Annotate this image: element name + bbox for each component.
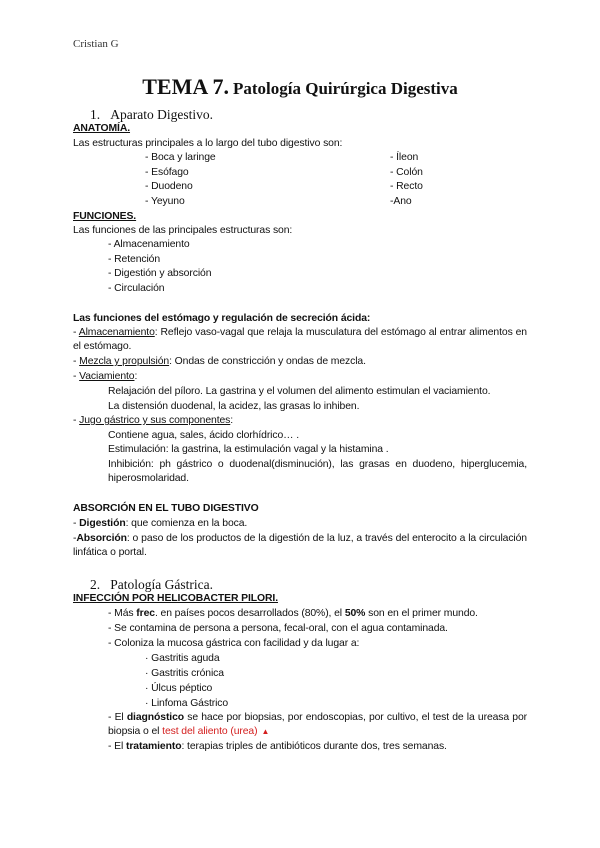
tratamiento-line: - El tratamiento: terapias triples de antibióticos durante dos, tres semanas. [108, 741, 447, 752]
diagnostico-term: diagnóstico [126, 712, 185, 723]
vaciamiento-text: La distensión duodenal, la acidez, las grasas lo inhiben. [108, 401, 360, 412]
vaciamiento-term: Vaciamiento [79, 371, 135, 382]
section-2-heading: 2. Patología Gástrica. [90, 577, 213, 592]
section-1-heading: 1. Aparato Digestivo. [90, 107, 213, 122]
anatomia-label: ANATOMÍA. [73, 123, 131, 134]
page-title [0, 72, 600, 105]
anatomia-right-item: - Colón [390, 167, 423, 178]
jugo-text: Contiene agua, sales, ácido clorhídrico… . [108, 430, 300, 441]
digestion-term: Digestión [79, 518, 126, 529]
author-name: Cristian G [73, 38, 119, 50]
jugo-inhibicion: Inhibición: ph gástrico o duodenal(disminución), las grasas en duodeno, hiperglucemia, hiperosmolaridad. [108, 459, 527, 484]
funciones-intro: Las funciones de las principales estructuras son: [73, 225, 293, 236]
vaciamiento-line: - Vaciamiento: [73, 371, 138, 382]
mezcla-term: Mezcla y propulsión [79, 356, 170, 367]
almacenamiento-paragraph: - Almacenamiento: Reflejo vaso-vagal que relaja la musculatura del estómago al entrar alimentos en el estómago. [73, 327, 527, 352]
almacenamiento-text: : Reflejo vaso-vagal que relaja la musculatura del estómago al entrar alimentos en el estómago. [73, 327, 527, 352]
diagnostico-paragraph: - El diagnóstico se hace por biopsias, por endoscopias, por cultivo, el test de la ureasa por biopsia o el test del aliento (urea) ▲ [108, 712, 527, 737]
anatomia-left-item: - Yeyuno [145, 196, 185, 207]
mezcla-text: : Ondas de constricción y ondas de mezcla. [169, 356, 366, 367]
vaciamiento-text: Relajación del píloro. La gastrina y el volumen del alimento estimulan el vaciamiento. [108, 386, 491, 397]
pathology-item: · Linfoma Gástrico [145, 698, 229, 709]
pathology-item: · Úlcus péptico [145, 683, 213, 694]
anatomia-right-item: -Ano [390, 196, 412, 207]
contagio-line: - Se contamina de persona a persona, fecal-oral, con el agua contaminada. [108, 623, 448, 634]
coloniza-line: - Coloniza la mucosa gástrica con facilidad y da lugar a: [108, 638, 360, 649]
anatomia-left-item: - Duodeno [145, 181, 193, 192]
pathology-item: · Gastritis aguda [145, 653, 220, 664]
anatomia-intro: Las estructuras principales a lo largo del tubo digestivo son: [73, 138, 343, 149]
jugo-text: Estimulación: la gastrina, la estimulación vagal y la histamina . [108, 444, 389, 455]
estomago-heading: Las funciones del estómago y regulación de secreción ácida: [73, 313, 371, 324]
digestion-text: : que comienza en la boca. [125, 518, 248, 529]
funciones-item: - Digestión y absorción [108, 268, 212, 279]
infection-heading: INFECCIÓN POR HELICOBACTER PILORI. [73, 593, 278, 604]
funciones-item: - Circulación [108, 283, 165, 294]
absorcion-term: Absorción [76, 533, 127, 544]
funciones-item: - Retención [108, 254, 161, 265]
test-aliento: test del aliento (urea) [162, 726, 258, 737]
title-main: TEMA 7. [142, 74, 230, 99]
anatomia-right-item: - Recto [390, 181, 423, 192]
anatomia-left-item: - Esófago [145, 167, 189, 178]
jugo-term: Jugo gástrico y sus componentes [79, 415, 231, 426]
absorcion-paragraph: -Absorción: o paso de los productos de la digestión de la luz, a través del enterocito a la circulación linfática o portal. [73, 533, 527, 558]
tratamiento-term: tratamiento [125, 741, 182, 752]
funciones-label: FUNCIONES. [73, 211, 137, 222]
warning-icon: ▲ [261, 727, 270, 736]
frecuencia-line: - Más frec. en países pocos desarrollados (80%), el 50% son en el primer mundo. [108, 608, 478, 619]
title-sub: Patología Quirúrgica Digestiva [233, 79, 458, 98]
jugo-line: - Jugo gástrico y sus componentes: [73, 415, 234, 426]
digestion-line: - Digestión: que comienza en la boca. [73, 518, 248, 529]
anatomia-left-item: - Boca y laringe [145, 152, 216, 163]
anatomia-right-item: - Íleon [390, 152, 419, 163]
absorcion-text: : o paso de los productos de la digestión de la luz, a través del enterocito a la circulación linfática o portal. [73, 533, 527, 558]
absorcion-heading: ABSORCIÓN EN EL TUBO DIGESTIVO [73, 503, 259, 514]
mezcla-line: - Mezcla y propulsión: Ondas de constricción y ondas de mezcla. [73, 356, 366, 367]
almacenamiento-term: Almacenamiento [78, 327, 155, 338]
pathology-item: · Gastritis crónica [145, 668, 224, 679]
funciones-item: - Almacenamiento [108, 239, 190, 250]
